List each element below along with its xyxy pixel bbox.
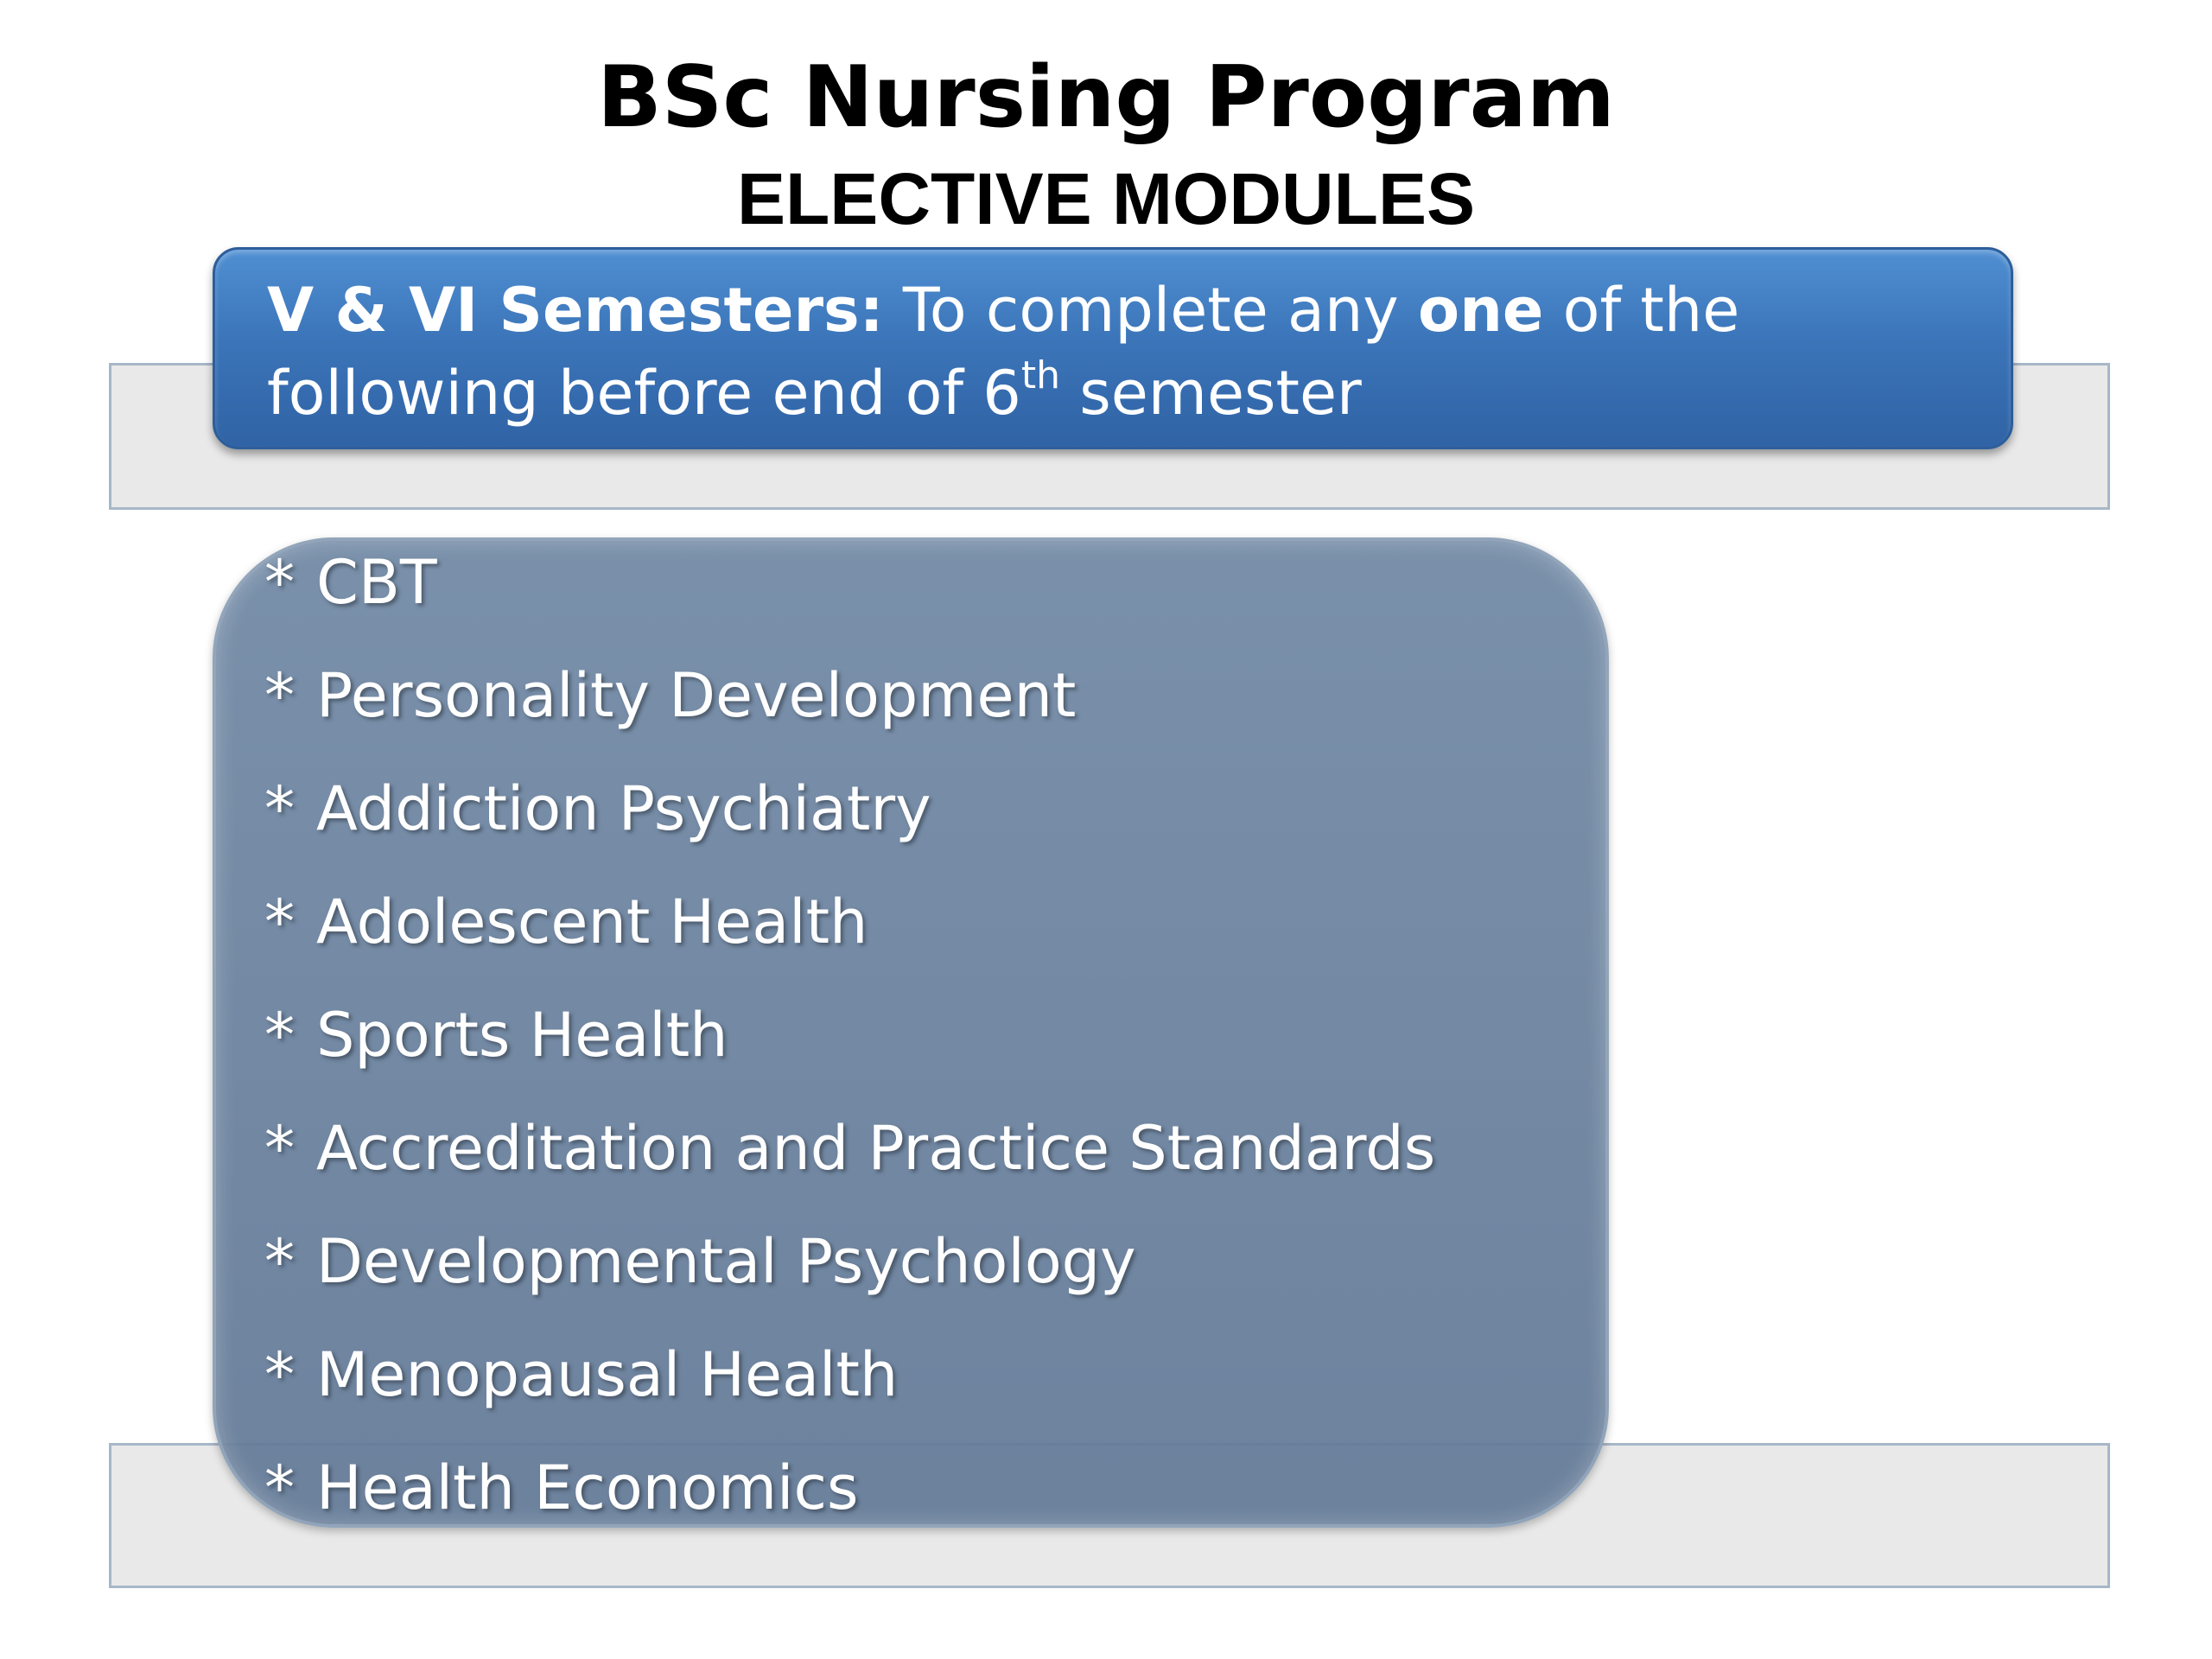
list-item (264, 1220, 1435, 1333)
header-text-1: To complete any (883, 275, 1418, 346)
module-list (264, 541, 1435, 1560)
module-label: CBT (316, 547, 437, 618)
module-label: Health Economics (316, 1452, 859, 1523)
list-item (264, 1333, 1435, 1446)
bullet-glyph: * (264, 1452, 295, 1523)
slide-subtitle: ELECTIVE MODULES (736, 158, 1476, 239)
module-label: Sports Health (316, 1000, 728, 1071)
header-superscript: th (1020, 353, 1060, 397)
bullet-glyph: * (264, 773, 295, 844)
bullet-glyph: * (264, 1339, 295, 1410)
module-label: Menopausal Health (316, 1339, 899, 1410)
bullet-glyph: * (264, 547, 295, 618)
module-label: Developmental Psychology (316, 1226, 1136, 1297)
list-item (264, 880, 1435, 994)
bullet-glyph: * (264, 887, 295, 957)
semester-label: V & VI Semesters: (267, 275, 884, 346)
header-text-3: semester (1060, 358, 1362, 429)
module-label: Adolescent Health (316, 887, 868, 957)
bullet-glyph: * (264, 1226, 295, 1297)
list-item (264, 1446, 1435, 1560)
module-label: Addiction Psychiatry (316, 773, 931, 844)
list-item (264, 541, 1435, 654)
header-emphasis-one: one (1418, 275, 1544, 346)
list-item (264, 767, 1435, 880)
semester-header-box (213, 247, 2013, 449)
bullet-glyph: * (264, 1000, 295, 1071)
bullet-glyph: * (264, 660, 295, 731)
list-item (264, 654, 1435, 767)
module-label: Personality Development (316, 660, 1077, 731)
header-text-2: of the following before end of 6 (267, 275, 1740, 429)
bullet-glyph: * (264, 1113, 295, 1184)
list-item (264, 994, 1435, 1107)
module-label: Accreditation and Practice Standards (316, 1113, 1436, 1184)
list-item (264, 1107, 1435, 1220)
slide-title: BSc Nursing Program (597, 48, 1615, 147)
